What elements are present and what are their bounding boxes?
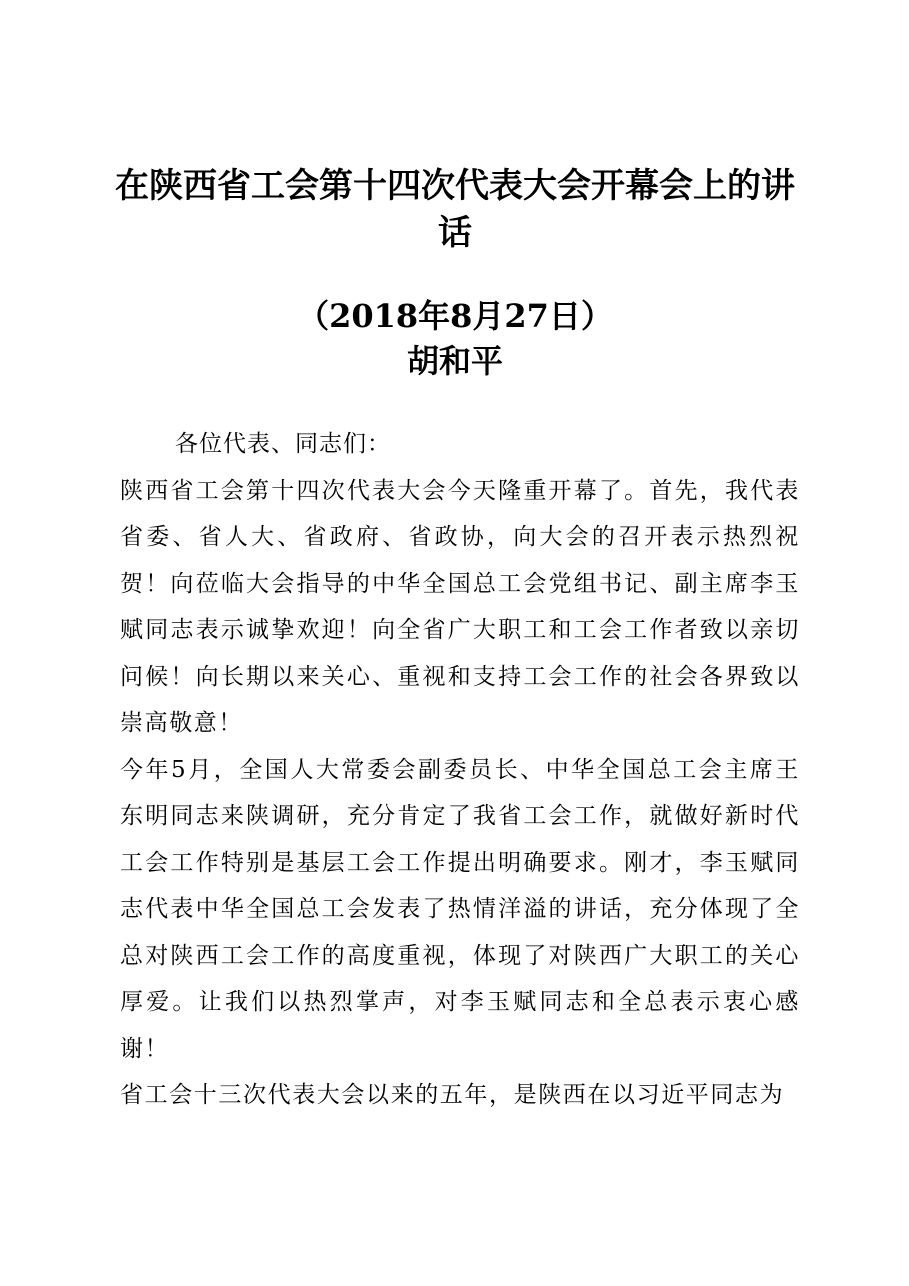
document-title: 在陕西省工会第十四次代表大会开幕会上的讲话 — [115, 166, 795, 253]
paragraph: 省工会十三次代表大会以来的五年，是陕西在以习近平同志为 — [120, 1082, 785, 1108]
salutation: 各位代表、同志们： — [175, 431, 391, 457]
paragraph: 陕西省工会第十四次代表大会今天隆重开幕了。首先，我代表省委、省人大、省政府、省政协，向大会的召开表示热烈祝贺！向莅临大会指导的中华全国总工会党组书记、副主席李玉赋同志表示诚挚欢迎！向全省广大职工和工会工作者致以亲切问候！向长期以来关心、重视和支持工会工作的社会各界致以崇高敬意！ — [120, 477, 800, 736]
speech-date: （2018年8月27日） — [297, 297, 613, 335]
paragraph: 今年5月，全国人大常委会副委员长、中华全国总工会主席王东明同志来陕调研，充分肯定了我省工会工作，就做好新时代工会工作特别是基层工会工作提出明确要求。刚才，李玉赋同志代表中华全国总工会发表了热情洋溢的讲话，充分体现了全总对陕西工会工作的高度重视，体现了对陕西广大职工的关心厚爱。让我们以热烈掌声，对李玉赋同志和全总表示衷心感谢！ — [120, 756, 800, 1062]
speaker-name: 胡和平 — [406, 342, 503, 380]
speech-body — [120, 421, 800, 1119]
